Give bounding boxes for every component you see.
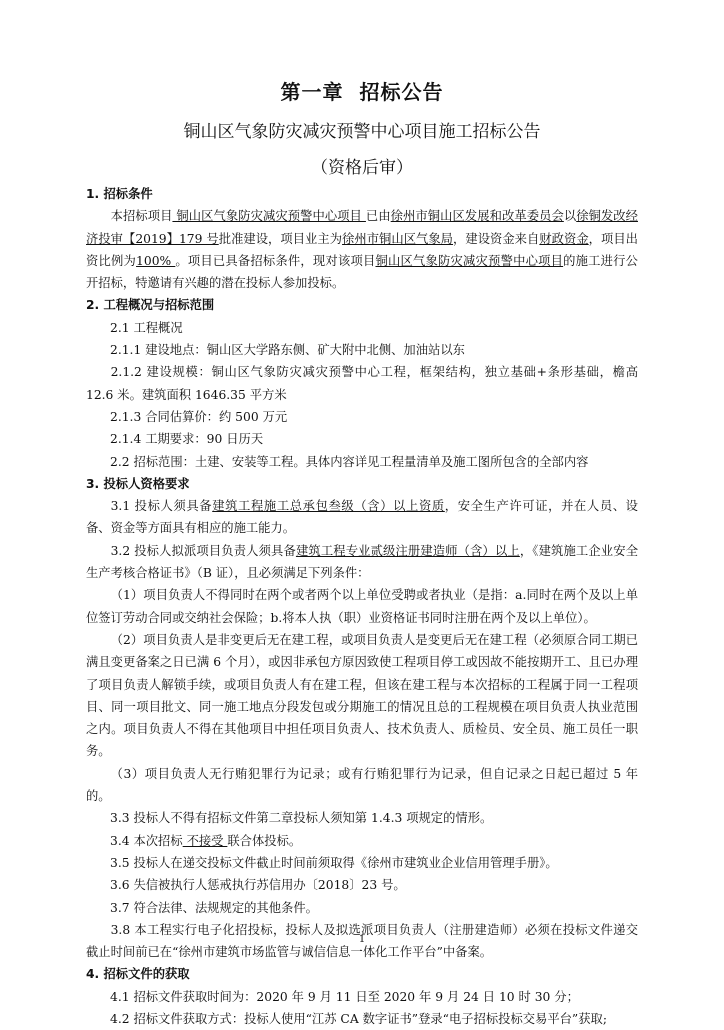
project-name: 铜山区气象防灾减灾预警中心项目 bbox=[172, 209, 366, 224]
paragraph-3-1: 3.1 投标人须具备建筑工程施工总承包叁级（含）以上资质，安全生产许可证，并在人员、设备、资金等方面具有相应的施工能力。 bbox=[86, 499, 638, 536]
approval-doc: 徐铜发改经济投审【2019】179 号 bbox=[86, 209, 638, 246]
paragraph-3-8: 3.8 本工程实行电子化招投标，投标人及拟选派项目负责人（注册建造师）必须在投标文件递交截止时间前已在“徐州市建筑市场监管与诚信信息一体化工作平台”中备案。 bbox=[86, 922, 638, 960]
paragraph-3-6: 3.6 失信被执行人惩戒执行苏信用办〔2018〕23 号。 bbox=[110, 878, 406, 893]
paragraph-4-1: 4.1 招标文件获取时间为：2020 年 9 月 11 日至 2020 年 9 月 24 日 10 时 30 分； bbox=[110, 989, 579, 1004]
paragraph-3-7: 3.7 符合法律、法规规定的其他条件。 bbox=[110, 900, 318, 915]
chapter-name: 招标公告 bbox=[359, 80, 444, 104]
fund-source: 财政资金 bbox=[539, 231, 589, 246]
paragraph-3-2: 3.2 投标人拟派项目负责人须具备建筑工程专业贰级注册建造师（含）以上，《建筑施工企业安全生产考核合格证书》（B 证），且必须满足下列条件： bbox=[86, 543, 638, 581]
approver: 徐州市铜山区发展和改革委员会 bbox=[390, 209, 564, 224]
chapter-title bbox=[0, 76, 724, 105]
line-2-2: 2.2 招标范围：土建、安装等工程。具体内容详见工程量清单及施工图所包含的全部内容 bbox=[110, 454, 589, 469]
line-2-1-2: 2.1.2 建设规模：铜山区气象防灾减灾预警中心工程，框架结构，独立基础+条形基础，檐高 12.6 米。建筑面积 1646.35 平方米 bbox=[86, 365, 638, 402]
section-1-heading: 1. 招标条件 bbox=[86, 187, 153, 201]
line-2-1-3: 2.1.3 合同估算价：约 500 万元 bbox=[110, 409, 288, 424]
constructor-requirement: 建筑工程专业贰级注册建造师（含）以上 bbox=[295, 543, 520, 558]
line-2-1: 2.1 工程概况 bbox=[110, 320, 183, 335]
condition-2: （2）项目负责人是非变更后无在建工程，或项目负责人是变更后无在建工程（必须原合同工期已满且变更备案之日已满 6 个月），或因非承包方原因致使工程项目停工或因故不能按期开工、且已办理了项目负责人解锁手续，或项目负责人有在建工程，但该在建工程与本次招标的工程属于同一工程项目、同一项目批文、同一施工地点分段发包或分期施工的情况且总的工程规模在项目负责人执业范围之内。项目负责人不得在其他项目中担任项目负责人、技术负责人、质检员、安全员、施工员任一职务。 bbox=[86, 632, 638, 759]
section-4-heading: 4. 招标文件的获取 bbox=[86, 967, 190, 982]
announcement-title: 铜山区气象防灾减灾预警中心项目施工招标公告 bbox=[183, 122, 541, 142]
paragraph-3-5: 3.5 投标人在递交投标文件截止时间前须取得《徐州市建筑业企业信用管理手册》。 bbox=[110, 855, 558, 870]
page-number: 1 bbox=[358, 934, 366, 945]
condition-1: （1）项目负责人不得同时在两个或者两个以上单位受聘或者执业（是指：a.同时在两个及以上单位签订劳动合同或交纳社会保险；b.将本人执（职）业资格证书同时注册在两个及以上单位）。 bbox=[86, 588, 638, 625]
project-name-2: 铜山区气象防灾减灾预警中心项目 bbox=[375, 253, 564, 268]
section-3-heading: 3. 投标人资格要求 bbox=[86, 476, 190, 491]
chapter-label: 第一章 bbox=[280, 80, 344, 104]
fund-ratio: 100% bbox=[136, 253, 176, 268]
project-owner: 徐州市铜山区气象局 bbox=[342, 231, 454, 246]
paragraph-4-2: 4.2 招标文件获取方式：投标人使用“江苏 CA 数字证书”登录“电子招标投标交易平台”获取; bbox=[110, 1011, 607, 1026]
paragraph-3-3: 3.3 投标人不得有招标文件第二章投标人须知第 1.4.3 项规定的情形。 bbox=[110, 811, 493, 826]
announcement-subtitle: （资格后审） bbox=[311, 158, 413, 178]
section-2-heading: 2. 工程概况与招标范围 bbox=[86, 298, 215, 313]
line-2-1-1: 2.1.1 建设地点：铜山区大学路东侧、矿大附中北侧、加油站以东 bbox=[110, 343, 465, 358]
condition-3: （3）项目负责人无行贿犯罪行为记录；或有行贿犯罪行为记录，但自记录之日起已超过 5 年的。 bbox=[86, 766, 638, 804]
document-body bbox=[86, 183, 638, 1030]
paragraph-3-4: 3.4 本次招标 不接受 联合体投标。 bbox=[110, 833, 302, 848]
consortium-status: 不接受 bbox=[182, 833, 228, 848]
line-2-1-4: 2.1.4 工期要求：90 日历天 bbox=[110, 432, 264, 447]
qualification-requirement: 建筑工程施工总承包叁级（含）以上资质 bbox=[212, 499, 445, 514]
section-1-paragraph: 本招标项目 铜山区气象防灾减灾预警中心项目 已由徐州市铜山区发展和改革委员会以徐铜发改经济投审【2019】179 号批准建设，项目业主为徐州市铜山区气象局，建设资金来自财政资金，项目出资比例为100% 。项目已具备招标条件，现对该项目铜山区气象防灾减灾预警中心项目的施工进行公开招标，特邀请有兴趣的潜在投标人参加投标。 bbox=[86, 209, 638, 291]
